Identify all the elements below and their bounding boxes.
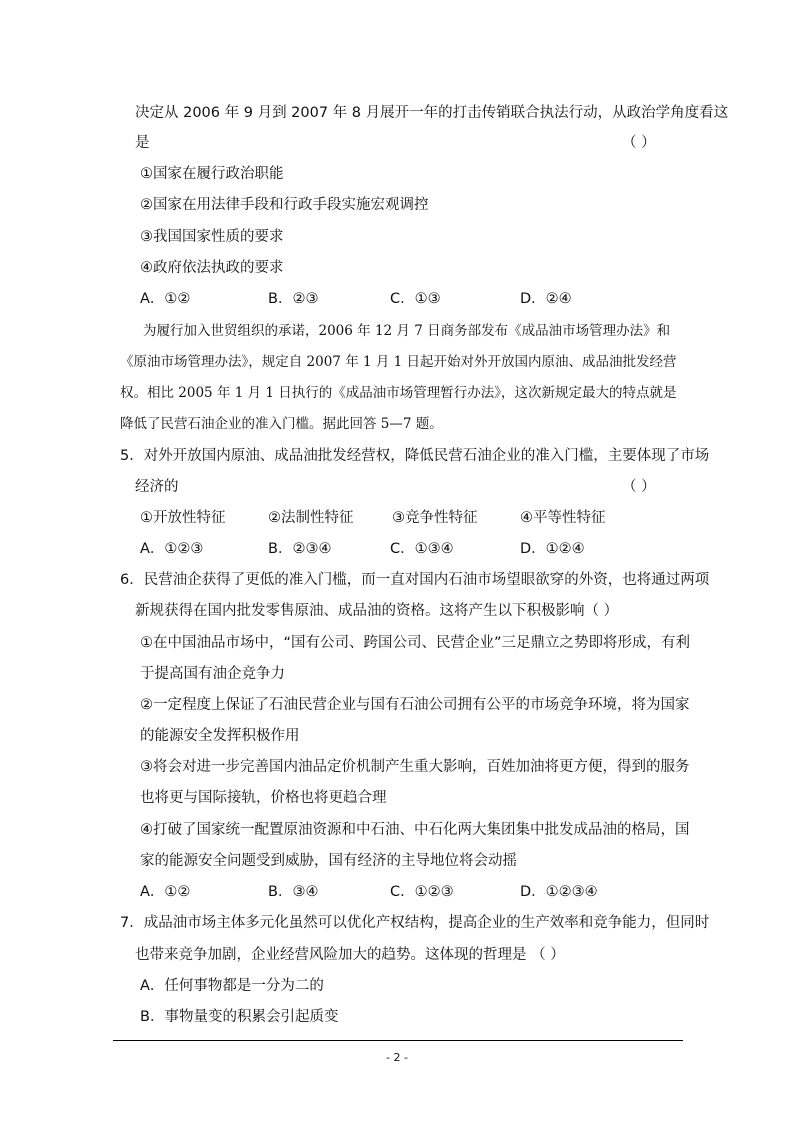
intro-item-4: ④政府依法执政的要求 (140, 260, 284, 276)
q6-item-4-line-2: 家的能源安全问题受到威胁，国有经济的主导地位将会动摇 (140, 853, 517, 869)
q5-item-1: ①开放性特征 (140, 510, 226, 526)
intro-option-d: D．②④ (520, 291, 572, 307)
intro-item-3: ③我国国家性质的要求 (140, 229, 284, 245)
intro-option-b: B．②③ (268, 291, 319, 307)
q6-option-b: B．③④ (268, 884, 319, 900)
q5-item-3: ③竞争性特征 (392, 510, 478, 526)
intro-line-1: 决定从 2006 年 9 月到 2007 年 8 月展开一年的打击传销联合执法行动，从政治学角度看这 (135, 105, 729, 121)
q6-item-2-line-1: ②一定程度上保证了石油民营企业与国有石油公司拥有公平的市场竞争环境，将为国家 (140, 697, 690, 713)
intro-line-2: 是 (135, 135, 150, 151)
q6-item-1-line-2: 于提高国有油企竞争力 (140, 666, 285, 682)
intro-option-c: C．①③ (390, 291, 441, 307)
q7-line-2: 也带来竞争加剧，企业经营风险加大的趋势。这体现的哲理是 （ ） (135, 947, 565, 963)
page-number: - 2 - (386, 1051, 408, 1064)
q5-item-2: ②法制性特征 (268, 510, 354, 526)
intro-item-2: ②国家在用法律手段和行政手段实施宏观调控 (140, 197, 429, 213)
material-line-3: 权。相比 2005 年 1 月 1 日执行的《成品油市场管理暂行办法》，这次新规定最大的特点就是 (120, 385, 677, 401)
q5-line-1: 5．对外开放国内原油、成品油批发经营权，降低民营石油企业的准入门槛，主要体现了市场 (120, 448, 710, 464)
q6-option-c: C．①②③ (390, 884, 454, 900)
footer-divider (113, 1040, 683, 1041)
material-line-2: 《原油市场管理办法》，规定自 2007 年 1 月 1 日起开始对外开放国内原油、成品油批发经营 (120, 354, 677, 370)
q7-option-b: B．事物量变的积累会引起质变 (140, 1009, 339, 1025)
intro-option-a: A．①② (140, 291, 191, 307)
q6-item-3-line-1: ③将会对进一步完善国内油品定价机制产生重大影响，百姓加油将更方便，得到的服务 (140, 759, 690, 775)
q6-item-3-line-2: 也将更与国际接轨，价格也将更趋合理 (140, 790, 387, 806)
q6-option-d: D．①②③④ (520, 884, 598, 900)
q6-item-2-line-2: 的能源安全发挥积极作用 (140, 728, 300, 744)
material-line-1: 为履行加入世贸组织的承诺，2006 年 12 月 7 日商务部发布《成品油市场管理办法》和 (143, 323, 671, 339)
q6-line-2: 新规获得在国内批发零售原油、成品油的资格。这将产生以下积极影响（ ） (135, 603, 619, 619)
intro-item-1: ①国家在履行政治职能 (140, 166, 284, 182)
q7-option-a: A．任何事物都是一分为二的 (140, 978, 324, 994)
q6-item-1-line-1: ①在中国油品市场中，“国有公司、跨国公司、民营企业”三足鼎立之势即将形成，有利 (140, 635, 691, 651)
material-line-4: 降低了民营石油企业的准入门槛。据此回答 5—7 题。 (120, 416, 443, 432)
q5-answer-paren: （ ） (622, 479, 656, 495)
q5-option-d: D．①②④ (520, 541, 585, 557)
q6-item-4-line-1: ④打破了国家统一配置原油资源和中石油、中石化两大集团集中批发成品油的格局，国 (140, 822, 690, 838)
q7-line-1: 7．成品油市场主体多元化虽然可以优化产权结构，提高企业的生产效率和竞争能力，但同时 (120, 915, 710, 931)
q6-option-a: A．①② (140, 884, 191, 900)
q5-option-c: C．①③④ (390, 541, 454, 557)
q5-item-4: ④平等性特征 (520, 510, 606, 526)
intro-answer-paren: （ ） (622, 135, 656, 151)
q5-line-2: 经济的 (135, 479, 179, 495)
q5-option-a: A．①②③ (140, 541, 204, 557)
q6-line-1: 6．民营油企获得了更低的准入门槛，而一直对国内石油市场望眼欲穿的外资，也将通过两项 (120, 572, 710, 588)
q5-option-b: B．②③④ (268, 541, 332, 557)
